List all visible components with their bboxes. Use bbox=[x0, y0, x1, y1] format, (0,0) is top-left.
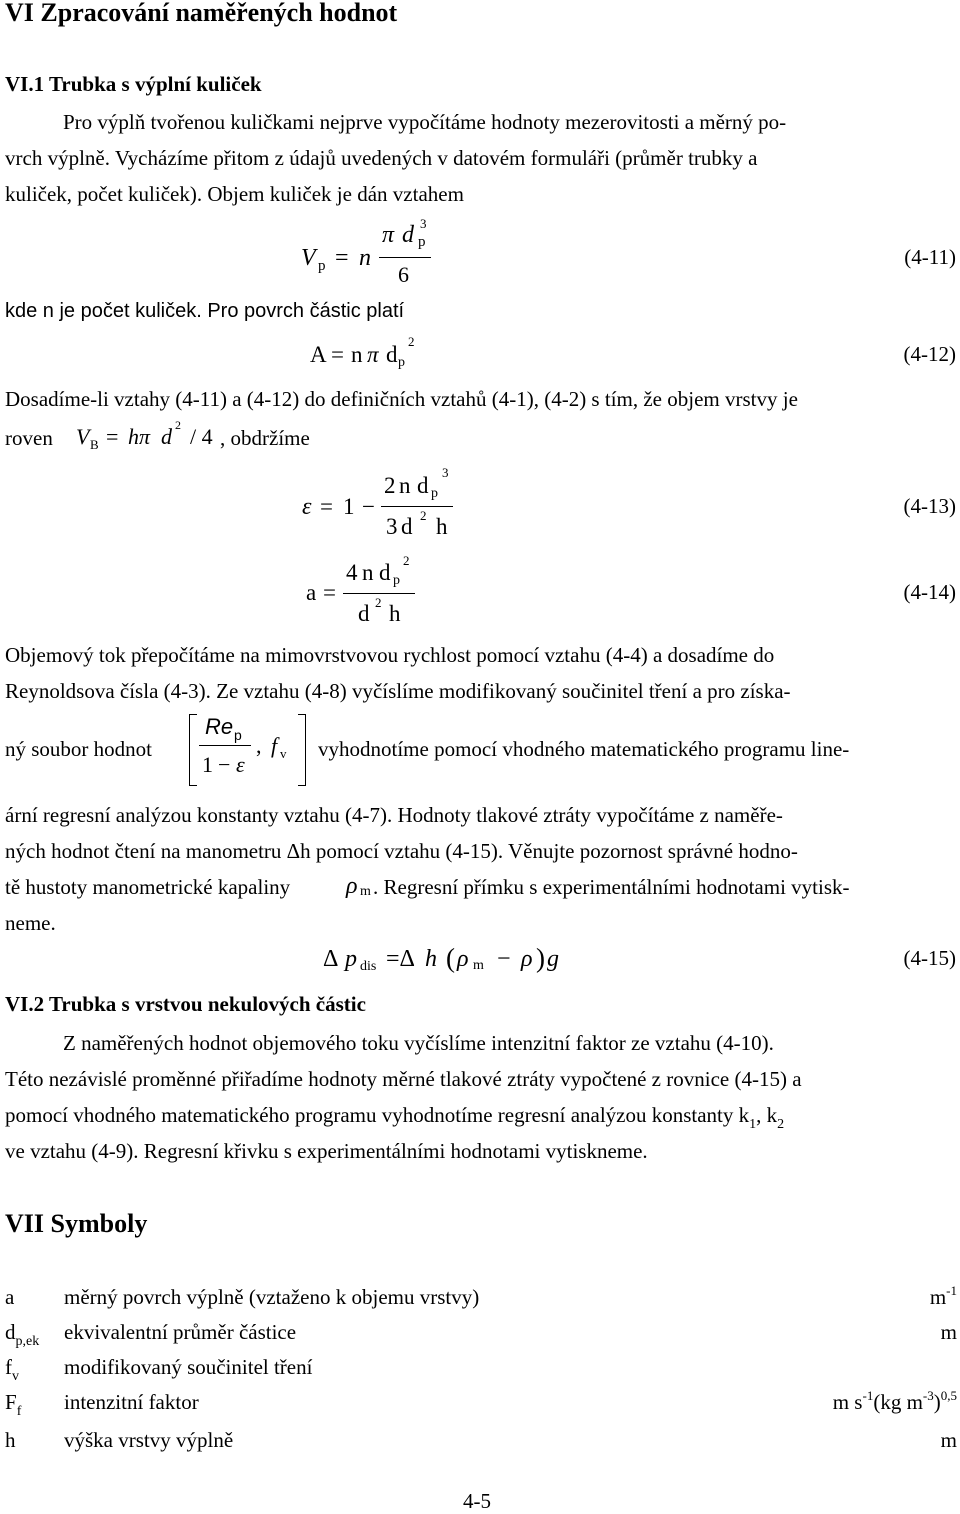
paragraph-line: , obdržíme bbox=[220, 426, 310, 450]
equation-number: (4-12) bbox=[903, 342, 956, 366]
unit-intensity-factor: m $s^{-1}(kg$ $m^{-3})^{0,5}$ bbox=[832, 1388, 957, 1414]
paragraph-line: vrch výplně. Vycházíme přitom z údajů uvedených v datovém formuláři (průměr trubky a bbox=[5, 146, 758, 170]
subsection-heading-vi2: VI.2 Trubka s vrstvou nekulových částic bbox=[5, 992, 366, 1016]
paragraph-line: Pro výplň tvořenou kuličkami nejprve vypočítáme hodnoty mezerovitosti a měrný po- bbox=[63, 110, 787, 134]
paragraph-line: kde n je počet kuliček. Pro povrch částic platí bbox=[5, 300, 405, 322]
equation-number: (4-13) bbox=[903, 494, 956, 518]
paragraph-line: Této nezávislé proměnné přiřadíme hodnoty měrné tlakové ztráty vypočtené z rovnice (4-15) a bbox=[5, 1067, 802, 1091]
paragraph-line: tě hustoty manometrické kapaliny bbox=[5, 875, 291, 899]
paragraph-line: . Regresní přímku s experimentálními hodnotami vytisk- bbox=[373, 875, 850, 899]
equation-number: (4-14) bbox=[903, 580, 956, 604]
paragraph-line: ných hodnot čtení na manometru Δh pomocí vztahu (4-15). Věnujte pozornost správné hodno- bbox=[5, 839, 798, 863]
symbol-row: $f_v$ modifikovaný součinitel tření bbox=[5, 1355, 313, 1384]
paragraph-line: kuliček, počet kuliček). Objem kuliček je dán vztahem bbox=[5, 182, 464, 206]
symbol-row: $d_{p,ek}$ ekvivalentní průměr částice m bbox=[5, 1320, 957, 1349]
page-number: 4-5 bbox=[463, 1489, 491, 1513]
paragraph-line: neme. bbox=[5, 911, 56, 935]
paragraph-line: ární regresní analýzou konstanty vztahu (4-7). Hodnoty tlakové ztráty vypočítáme z naměře- bbox=[5, 803, 783, 827]
section-heading-vi: VI Zpracování naměřených hodnot bbox=[5, 0, 398, 27]
paragraph-line: Reynoldsova čísla (4-3). Ze vztahu (4-8) vyčíslíme modifikovaný součinitel tření a pro získa- bbox=[5, 679, 791, 703]
document-page: VI Zpracování naměřených hodnot VI.1 Trubka s výplní kuliček Pro výplň tvořenou kuličkami nejprve vypočítáme hodnoty mezerovitosti a měrný po- vrch výplně. Vycházíme přitom z údajů uvedených v datovém formuláři (průměr trubky a kuliček, počet kuliček). Objem kuliček je dán vztahem V p = n π d 3 p 6 (4-11) kde n je počet kuliček. Pro povrch částic platí A = n π d 2 p (4-12) Dosadíme-li vztahy (4-11) a (4-12) do definičních vztahů (4-1), (4-2) s tím, že objem vrstvy je roven V B = hπ d 2 / 4 , obdržíme ε = 1 − 2 n d 3 p 3 d 2 h (4-13) a = 4 n d 2 p d 2 h (4-14) Objemový tok přepočítáme na mimovrstvovou rychlost pomocí vztahu (4-4) a dosadíme do Reynoldsova čísla (4-3). Ze vztahu (4-8) vyčíslíme modifikovaný součinitel tření a pro získa- ný soubor hodnot Re p 1 − ε , f v vyhodnotíme pomocí vhodného matematického programu line- ární regresní analýzou konstanty vztahu (4-7). Hodnoty tlakové ztráty vypočítáme z naměře- ných hodnot čtení na manometru Δh pomocí vztahu (4-15). Věnujte pozornost správné hodno- tě hustoty manometrické kapaliny ρ m . Regresní přímku s experimentálními hodnotami vytisk- neme. Δ p dis =Δ h ( ρ m − ρ ) g (4-15) VI.2 Trubka s vrstvou nekulových částic Z naměřených hodnot objemového toku vyčíslíme intenzitní faktor ze vztahu (4-10). Této nezávislé proměnné přiřadíme hodnoty měrné tlakové ztráty vypočtené z rovnice (4-15) a pomocí vhodného matematického programu vyhodnotíme regresní analýzou konstanty $k_1$, $k_2$ ve vztahu (4-9). Regresní křivku s experimentálními hodnotami vytiskneme. VII Symboly a měrný povrch výplně (vztaženo k objemu vrstvy) $m^{-1}$ $d_{p,ek}$ ekvivalentní průměr částice m $f_v$ modifikovaný součinitel tření $F_f$ intenzitní faktor m $s^{-1}(kg$ $m^{-3})^{0,5}$ h výška vrstvy výplně m 4-5 bbox=[5, 0, 957, 1513]
paragraph-line: ve vztahu (4-9). Regresní křivku s experimentálními hodnotami vytiskneme. bbox=[5, 1139, 648, 1163]
symbol-row: a měrný povrch výplně (vztaženo k objemu vrstvy) $m^{-1}$ bbox=[5, 1283, 957, 1309]
paragraph-line: Objemový tok přepočítáme na mimovrstvovou rychlost pomocí vztahu (4-4) a dosadíme do bbox=[5, 643, 775, 667]
equation-number: (4-15) bbox=[903, 946, 956, 970]
equation-number: (4-11) bbox=[904, 245, 956, 269]
section-heading-vii: VII Symboly bbox=[5, 1209, 148, 1238]
rho-subscript: m bbox=[360, 884, 371, 899]
paragraph-line: Dosadíme-li vztahy (4-11) a (4-12) do definičních vztahů (4-1), (4-2) s tím, že objem vrstvy je bbox=[5, 387, 798, 411]
paragraph-line: roven bbox=[5, 426, 53, 450]
symbol-row: h výška vrstvy výplně m bbox=[5, 1428, 957, 1452]
rho-symbol: ρ bbox=[346, 873, 358, 899]
paragraph-line: Z naměřených hodnot objemového toku vyčíslíme intenzitní faktor ze vztahu (4-10). bbox=[63, 1031, 774, 1055]
paragraph-line: vyhodnotíme pomocí vhodného matematického programu line- bbox=[318, 737, 850, 761]
symbol-row: $F_f$ intenzitní faktor m $s^{-1}(kg$ $m^{-3})^{0,5}$ bbox=[5, 1388, 957, 1419]
subsection-heading-vi1: VI.1 Trubka s výplní kuliček bbox=[5, 72, 262, 96]
paragraph-line: ný soubor hodnot bbox=[5, 737, 152, 761]
paragraph-line: pomocí vhodného matematického programu vyhodnotíme regresní analýzou konstanty $k_1$, $k_2$ bbox=[5, 1103, 785, 1132]
